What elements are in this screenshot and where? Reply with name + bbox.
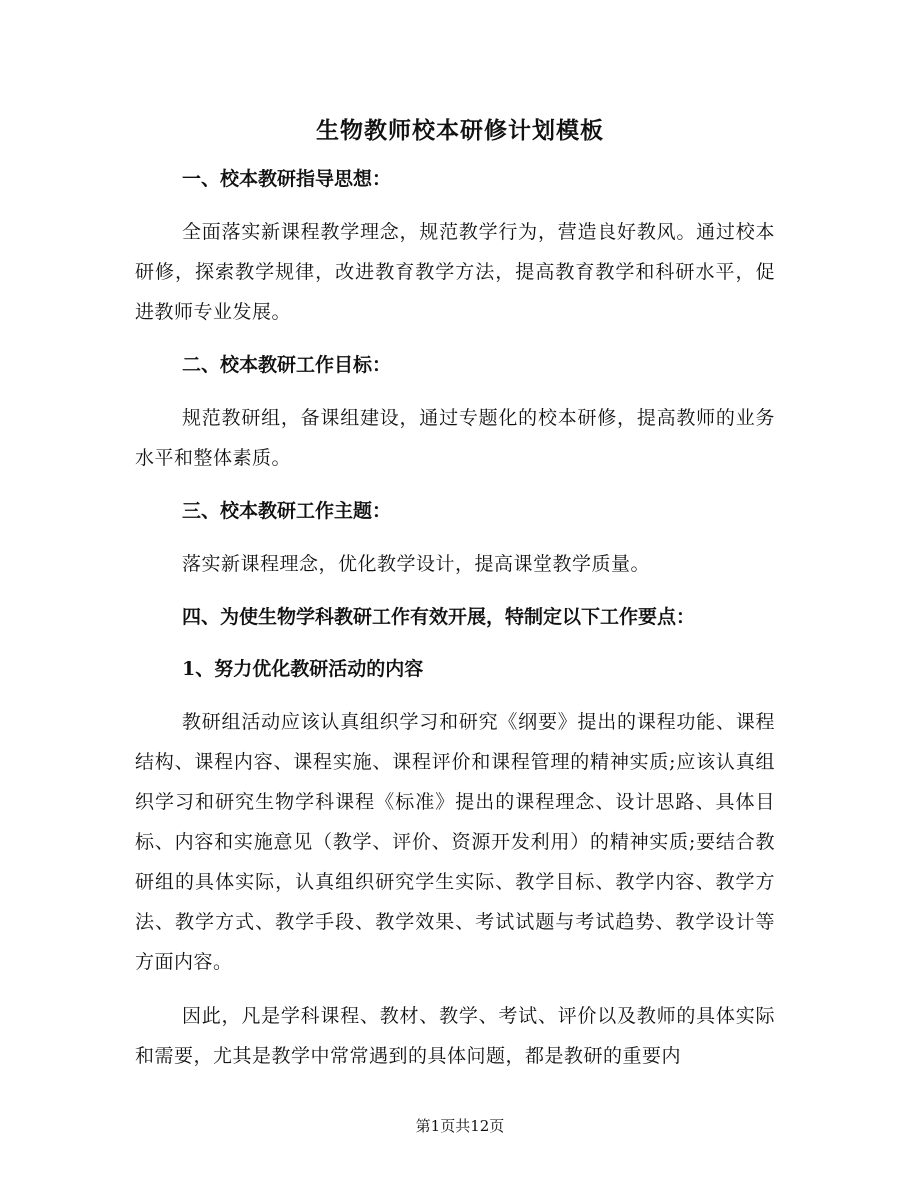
section-heading-2: 二、校本教研工作目标：: [182, 354, 392, 376]
paragraph-activity-content: 教研组活动应该认真组织学习和研究《纲要》提出的课程功能、课程结构、课程内容、课程实施、课程评价和课程管理的精神实质;应该认真组织学习和研究生物学科课程《标准》提出的课程理念、设计思路、具体目标、内容和实施意见（教学、评价、资源开发利用）的精神实质;要结合教研组的具体实际，认真组织研究学生实际、教学目标、教学内容、教学方法、教学方式、教学手段、教学效果、考试试题与考试趋势、教学设计等方面内容。: [135, 711, 775, 973]
page-number: 第1页共12页: [415, 1117, 505, 1135]
subsection-heading-1: 1、努力优化教研活动的内容: [182, 658, 424, 680]
section-heading-4: 四、为使生物学科教研工作有效开展，特制定以下工作要点：: [182, 606, 696, 628]
paragraph-work-goals: 规范教研组，备课组建设，通过专题化的校本研修，提高教师的业务水平和整体素质。: [135, 407, 775, 469]
document-body: [135, 160, 775, 1090]
paragraph-guiding-ideology: 全面落实新课程教学理念，规范教学行为，营造良好教风。通过校本研修，探索教学规律，改进教育教学方法，提高教育教学和科研水平，促进教师专业发展。: [135, 221, 775, 323]
document-title: 生物教师校本研修计划模板: [316, 117, 604, 144]
paragraph-work-theme: 落实新课程理念，优化教学设计，提高课堂教学质量。: [182, 553, 651, 575]
section-heading-3: 三、校本教研工作主题：: [182, 500, 392, 522]
paragraph-therefore: 因此，凡是学科课程、教材、教学、考试、评价以及教师的具体实际和需要，尤其是教学中常常遇到的具体问题，都是教研的重要内: [135, 1005, 775, 1067]
section-heading-1: 一、校本教研指导思想：: [182, 168, 392, 190]
